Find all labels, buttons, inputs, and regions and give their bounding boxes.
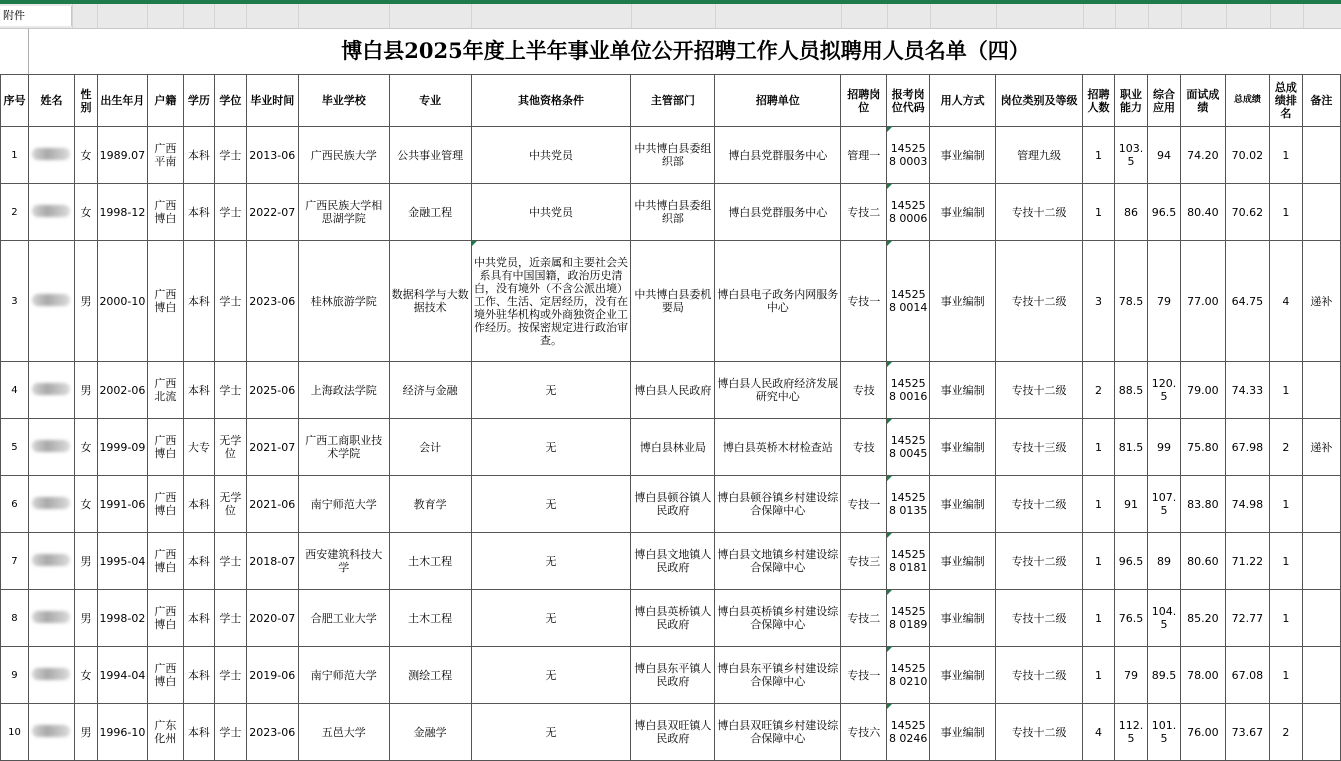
header-cell[interactable]: 总成绩 bbox=[1225, 75, 1269, 127]
total-score-cell[interactable]: 73.67 bbox=[1225, 704, 1269, 761]
post-code-cell[interactable]: 145258 0045 bbox=[887, 419, 930, 476]
row-number[interactable]: 10 bbox=[1, 704, 29, 761]
unit-cell[interactable]: 博白县顿谷镇乡村建设综合保障中心 bbox=[715, 476, 841, 533]
gender-cell[interactable]: 男 bbox=[74, 590, 97, 647]
employment-mode-cell[interactable]: 事业编制 bbox=[930, 704, 996, 761]
remark-cell[interactable] bbox=[1302, 362, 1340, 419]
interview-score-cell[interactable]: 76.00 bbox=[1180, 704, 1225, 761]
total-score-cell[interactable]: 74.33 bbox=[1225, 362, 1269, 419]
aptitude-score-cell[interactable]: 79 bbox=[1115, 647, 1148, 704]
post-level-cell[interactable]: 专技十二级 bbox=[996, 704, 1083, 761]
redacted-name bbox=[32, 497, 70, 509]
unit-cell[interactable]: 博白县文地镇乡村建设综合保障中心 bbox=[715, 533, 841, 590]
post-code-cell[interactable]: 145258 0003 bbox=[887, 127, 930, 184]
post-cell[interactable]: 专技 bbox=[841, 362, 887, 419]
header-cell[interactable]: 姓名 bbox=[28, 75, 74, 127]
aptitude-score-cell[interactable]: 103.5 bbox=[1115, 127, 1148, 184]
gender-cell[interactable]: 女 bbox=[74, 184, 97, 241]
name-cell[interactable] bbox=[28, 419, 74, 476]
qualification-cell[interactable]: 无 bbox=[471, 533, 631, 590]
post-code-cell[interactable]: 145258 0189 bbox=[887, 590, 930, 647]
hukou-cell[interactable]: 广西平南 bbox=[147, 127, 183, 184]
major-cell[interactable]: 金融学 bbox=[389, 704, 471, 761]
header-cell[interactable]: 招聘单位 bbox=[715, 75, 841, 127]
aptitude-score-cell[interactable]: 86 bbox=[1115, 184, 1148, 241]
application-score-cell[interactable]: 94 bbox=[1147, 127, 1180, 184]
aptitude-score-cell[interactable]: 81.5 bbox=[1115, 419, 1148, 476]
hukou-cell[interactable]: 广西博白 bbox=[147, 590, 183, 647]
major-cell[interactable]: 经济与金融 bbox=[389, 362, 471, 419]
major-cell[interactable]: 数据科学与大数据技术 bbox=[389, 241, 471, 362]
interview-score-cell[interactable]: 78.00 bbox=[1180, 647, 1225, 704]
hukou-cell[interactable]: 广西博白 bbox=[147, 241, 183, 362]
header-cell[interactable]: 主管部门 bbox=[631, 75, 715, 127]
employment-mode-cell[interactable]: 事业编制 bbox=[930, 362, 996, 419]
application-score-cell[interactable]: 107.5 bbox=[1147, 476, 1180, 533]
interview-score-cell[interactable]: 80.60 bbox=[1180, 533, 1225, 590]
remark-cell[interactable]: 递补 bbox=[1302, 241, 1340, 362]
birth-cell[interactable]: 1991-06 bbox=[97, 476, 147, 533]
degree-cell[interactable]: 学士 bbox=[214, 647, 246, 704]
header-cell[interactable]: 出生年月 bbox=[97, 75, 147, 127]
graduation-cell[interactable]: 2013-06 bbox=[246, 127, 298, 184]
hire-count-cell[interactable]: 1 bbox=[1083, 476, 1115, 533]
major-cell[interactable]: 土木工程 bbox=[389, 533, 471, 590]
table-row bbox=[1, 476, 1341, 533]
birth-cell[interactable]: 1995-04 bbox=[97, 533, 147, 590]
cell-reference[interactable]: 附件 bbox=[0, 6, 72, 26]
hire-count-cell[interactable]: 1 bbox=[1083, 419, 1115, 476]
department-cell[interactable]: 中共博白县委组织部 bbox=[631, 127, 715, 184]
header-cell[interactable]: 岗位类别及等级 bbox=[996, 75, 1083, 127]
post-level-cell[interactable]: 专技十二级 bbox=[996, 362, 1083, 419]
school-cell[interactable]: 南宁师范大学 bbox=[298, 647, 389, 704]
table-row bbox=[1, 184, 1341, 241]
name-cell[interactable] bbox=[28, 476, 74, 533]
redacted-name bbox=[32, 554, 70, 566]
post-code-cell[interactable]: 145258 0181 bbox=[887, 533, 930, 590]
hukou-cell[interactable]: 广西博白 bbox=[147, 184, 183, 241]
header-cell[interactable]: 毕业时间 bbox=[246, 75, 298, 127]
remark-cell[interactable] bbox=[1302, 476, 1340, 533]
row-number[interactable]: 1 bbox=[1, 127, 29, 184]
post-level-cell[interactable]: 管理九级 bbox=[996, 127, 1083, 184]
gender-cell[interactable]: 男 bbox=[74, 241, 97, 362]
hukou-cell[interactable]: 广西博白 bbox=[147, 647, 183, 704]
unit-cell[interactable]: 博白县东平镇乡村建设综合保障中心 bbox=[715, 647, 841, 704]
hukou-cell[interactable]: 广西博白 bbox=[147, 419, 183, 476]
total-score-cell[interactable]: 70.02 bbox=[1225, 127, 1269, 184]
redacted-name bbox=[32, 205, 70, 217]
aptitude-score-cell[interactable]: 91 bbox=[1115, 476, 1148, 533]
post-level-cell[interactable]: 专技十二级 bbox=[996, 476, 1083, 533]
interview-score-cell[interactable]: 85.20 bbox=[1180, 590, 1225, 647]
header-cell[interactable]: 招聘岗位 bbox=[841, 75, 887, 127]
total-score-cell[interactable]: 71.22 bbox=[1225, 533, 1269, 590]
unit-cell[interactable]: 博白县党群服务中心 bbox=[715, 127, 841, 184]
interview-score-cell[interactable]: 80.40 bbox=[1180, 184, 1225, 241]
department-cell[interactable]: 中共博白县委机要局 bbox=[631, 241, 715, 362]
header-cell[interactable]: 用人方式 bbox=[930, 75, 996, 127]
qualification-cell[interactable]: 中共党员，近亲属和主要社会关系具有中国国籍，政治历史清白，没有境外（不含公派出境）工作、生活、定居经历，没有在境外驻华机构或外商独资企业工作经历。按保密规定进行政治审查。 bbox=[471, 241, 631, 362]
rank-cell[interactable]: 4 bbox=[1269, 241, 1302, 362]
row-number[interactable]: 3 bbox=[1, 241, 29, 362]
major-cell[interactable]: 测绘工程 bbox=[389, 647, 471, 704]
post-cell[interactable]: 专技一 bbox=[841, 241, 887, 362]
header-cell[interactable]: 综合应用 bbox=[1147, 75, 1180, 127]
major-cell[interactable]: 土木工程 bbox=[389, 590, 471, 647]
school-cell[interactable]: 上海政法学院 bbox=[298, 362, 389, 419]
rank-cell[interactable]: 2 bbox=[1269, 419, 1302, 476]
remark-cell[interactable] bbox=[1302, 533, 1340, 590]
post-cell[interactable]: 专技二 bbox=[841, 184, 887, 241]
application-score-cell[interactable]: 120.5 bbox=[1147, 362, 1180, 419]
hire-count-cell[interactable]: 1 bbox=[1083, 590, 1115, 647]
hire-count-cell[interactable]: 1 bbox=[1083, 127, 1115, 184]
employment-mode-cell[interactable]: 事业编制 bbox=[930, 533, 996, 590]
header-cell[interactable]: 毕业学校 bbox=[298, 75, 389, 127]
table-row bbox=[1, 419, 1341, 476]
degree-cell[interactable]: 学士 bbox=[214, 590, 246, 647]
redacted-name bbox=[32, 383, 70, 395]
post-level-cell[interactable]: 专技十二级 bbox=[996, 241, 1083, 362]
birth-cell[interactable]: 1994-04 bbox=[97, 647, 147, 704]
birth-cell[interactable]: 1998-12 bbox=[97, 184, 147, 241]
graduation-cell[interactable]: 2023-06 bbox=[246, 241, 298, 362]
graduation-cell[interactable]: 2021-07 bbox=[246, 419, 298, 476]
employment-mode-cell[interactable]: 事业编制 bbox=[930, 590, 996, 647]
redacted-name bbox=[32, 611, 70, 623]
header-cell[interactable]: 学位 bbox=[214, 75, 246, 127]
department-cell[interactable]: 博白县双旺镇人民政府 bbox=[631, 704, 715, 761]
unit-cell[interactable]: 博白县人民政府经济发展研究中心 bbox=[715, 362, 841, 419]
page-title: 博白县2025年度上半年事业单位公开招聘工作人员拟聘用人员名单（四） bbox=[341, 38, 1030, 63]
interview-score-cell[interactable]: 83.80 bbox=[1180, 476, 1225, 533]
table-row bbox=[1, 647, 1341, 704]
header-cell[interactable]: 学历 bbox=[183, 75, 214, 127]
post-cell[interactable]: 专技一 bbox=[841, 476, 887, 533]
graduation-cell[interactable]: 2020-07 bbox=[246, 590, 298, 647]
remark-cell[interactable] bbox=[1302, 590, 1340, 647]
total-score-cell[interactable]: 67.98 bbox=[1225, 419, 1269, 476]
header-cell[interactable]: 备注 bbox=[1302, 75, 1340, 127]
remark-cell[interactable] bbox=[1302, 127, 1340, 184]
total-score-cell[interactable]: 67.08 bbox=[1225, 647, 1269, 704]
header-cell[interactable]: 其他资格条件 bbox=[471, 75, 631, 127]
gender-cell[interactable]: 女 bbox=[74, 476, 97, 533]
major-cell[interactable]: 教育学 bbox=[389, 476, 471, 533]
employment-mode-cell[interactable]: 事业编制 bbox=[930, 419, 996, 476]
aptitude-score-cell[interactable]: 76.5 bbox=[1115, 590, 1148, 647]
degree-cell[interactable]: 学士 bbox=[214, 241, 246, 362]
department-cell[interactable]: 博白县林业局 bbox=[631, 419, 715, 476]
education-cell[interactable]: 本科 bbox=[183, 362, 214, 419]
unit-cell[interactable]: 博白县党群服务中心 bbox=[715, 184, 841, 241]
aptitude-score-cell[interactable]: 78.5 bbox=[1115, 241, 1148, 362]
qualification-cell[interactable]: 无 bbox=[471, 590, 631, 647]
qualification-cell[interactable]: 中共党员 bbox=[471, 127, 631, 184]
post-code-cell[interactable]: 145258 0014 bbox=[887, 241, 930, 362]
graduation-cell[interactable]: 2023-06 bbox=[246, 704, 298, 761]
unit-cell[interactable]: 博白县双旺镇乡村建设综合保障中心 bbox=[715, 704, 841, 761]
post-level-cell[interactable]: 专技十二级 bbox=[996, 647, 1083, 704]
education-cell[interactable]: 本科 bbox=[183, 184, 214, 241]
post-level-cell[interactable]: 专技十二级 bbox=[996, 590, 1083, 647]
application-score-cell[interactable]: 104.5 bbox=[1147, 590, 1180, 647]
table-row bbox=[1, 590, 1341, 647]
hire-count-cell[interactable]: 2 bbox=[1083, 362, 1115, 419]
aptitude-score-cell[interactable]: 88.5 bbox=[1115, 362, 1148, 419]
gender-cell[interactable]: 女 bbox=[74, 647, 97, 704]
table-row bbox=[1, 533, 1341, 590]
education-cell[interactable]: 本科 bbox=[183, 241, 214, 362]
header-cell[interactable]: 报考岗位代码 bbox=[887, 75, 930, 127]
rank-cell[interactable]: 1 bbox=[1269, 362, 1302, 419]
row-number[interactable]: 4 bbox=[1, 362, 29, 419]
redacted-name bbox=[32, 148, 70, 160]
degree-cell[interactable]: 无学位 bbox=[214, 476, 246, 533]
post-code-cell[interactable]: 145258 0210 bbox=[887, 647, 930, 704]
school-cell[interactable]: 合肥工业大学 bbox=[298, 590, 389, 647]
education-cell[interactable]: 本科 bbox=[183, 127, 214, 184]
graduation-cell[interactable]: 2021-06 bbox=[246, 476, 298, 533]
post-cell[interactable]: 专技一 bbox=[841, 647, 887, 704]
interview-score-cell[interactable]: 74.20 bbox=[1180, 127, 1225, 184]
total-score-cell[interactable]: 64.75 bbox=[1225, 241, 1269, 362]
rank-cell[interactable]: 1 bbox=[1269, 647, 1302, 704]
qualification-cell[interactable]: 无 bbox=[471, 704, 631, 761]
application-score-cell[interactable]: 96.5 bbox=[1147, 184, 1180, 241]
rank-cell[interactable]: 1 bbox=[1269, 533, 1302, 590]
header-cell[interactable]: 面试成绩 bbox=[1180, 75, 1225, 127]
qualification-cell[interactable]: 无 bbox=[471, 647, 631, 704]
degree-cell[interactable]: 学士 bbox=[214, 704, 246, 761]
school-cell[interactable]: 桂林旅游学院 bbox=[298, 241, 389, 362]
remark-cell[interactable] bbox=[1302, 647, 1340, 704]
degree-cell[interactable]: 学士 bbox=[214, 127, 246, 184]
hire-count-cell[interactable]: 4 bbox=[1083, 704, 1115, 761]
hukou-cell[interactable]: 广东化州 bbox=[147, 704, 183, 761]
name-cell[interactable] bbox=[28, 704, 74, 761]
school-cell[interactable]: 南宁师范大学 bbox=[298, 476, 389, 533]
post-code-cell[interactable]: 145258 0246 bbox=[887, 704, 930, 761]
unit-cell[interactable]: 博白县英桥木材检查站 bbox=[715, 419, 841, 476]
education-cell[interactable]: 本科 bbox=[183, 476, 214, 533]
header-cell[interactable]: 专业 bbox=[389, 75, 471, 127]
school-cell[interactable]: 广西工商职业技术学院 bbox=[298, 419, 389, 476]
remark-cell[interactable] bbox=[1302, 704, 1340, 761]
total-score-cell[interactable]: 70.62 bbox=[1225, 184, 1269, 241]
birth-cell[interactable]: 2000-10 bbox=[97, 241, 147, 362]
department-cell[interactable]: 博白县文地镇人民政府 bbox=[631, 533, 715, 590]
post-level-cell[interactable]: 专技十三级 bbox=[996, 419, 1083, 476]
row-number[interactable]: 9 bbox=[1, 647, 29, 704]
hukou-cell[interactable]: 广西北流 bbox=[147, 362, 183, 419]
education-cell[interactable]: 本科 bbox=[183, 704, 214, 761]
rank-cell[interactable]: 1 bbox=[1269, 590, 1302, 647]
school-cell[interactable]: 广西民族大学相思湖学院 bbox=[298, 184, 389, 241]
rank-cell[interactable]: 2 bbox=[1269, 704, 1302, 761]
degree-cell[interactable]: 无学位 bbox=[214, 419, 246, 476]
graduation-cell[interactable]: 2022-07 bbox=[246, 184, 298, 241]
interview-score-cell[interactable]: 75.80 bbox=[1180, 419, 1225, 476]
header-cell[interactable]: 总成绩排名 bbox=[1269, 75, 1302, 127]
rank-cell[interactable]: 1 bbox=[1269, 184, 1302, 241]
table-row bbox=[1, 241, 1341, 362]
department-cell[interactable]: 中共博白县委组织部 bbox=[631, 184, 715, 241]
name-cell[interactable] bbox=[28, 241, 74, 362]
qualification-cell[interactable]: 无 bbox=[471, 419, 631, 476]
school-cell[interactable]: 西安建筑科技大学 bbox=[298, 533, 389, 590]
employment-mode-cell[interactable]: 事业编制 bbox=[930, 647, 996, 704]
unit-cell[interactable]: 博白县电子政务内网服务中心 bbox=[715, 241, 841, 362]
header-cell[interactable]: 性别 bbox=[74, 75, 97, 127]
post-cell[interactable]: 专技三 bbox=[841, 533, 887, 590]
post-code-cell[interactable]: 145258 0006 bbox=[887, 184, 930, 241]
post-level-cell[interactable]: 专技十二级 bbox=[996, 533, 1083, 590]
redacted-name bbox=[32, 725, 70, 737]
redacted-name bbox=[32, 440, 70, 452]
graduation-cell[interactable]: 2019-06 bbox=[246, 647, 298, 704]
major-cell[interactable]: 金融工程 bbox=[389, 184, 471, 241]
hire-count-cell[interactable]: 1 bbox=[1083, 533, 1115, 590]
redacted-name bbox=[32, 294, 70, 306]
row-number[interactable]: 5 bbox=[1, 419, 29, 476]
header-row bbox=[1, 75, 1341, 127]
department-cell[interactable]: 博白县人民政府 bbox=[631, 362, 715, 419]
rank-cell[interactable]: 1 bbox=[1269, 127, 1302, 184]
graduation-cell[interactable]: 2025-06 bbox=[246, 362, 298, 419]
employment-mode-cell[interactable]: 事业编制 bbox=[930, 476, 996, 533]
name-cell[interactable] bbox=[28, 590, 74, 647]
gender-cell[interactable]: 女 bbox=[74, 127, 97, 184]
header-cell[interactable]: 招聘人数 bbox=[1083, 75, 1115, 127]
qualification-cell[interactable]: 中共党员 bbox=[471, 184, 631, 241]
gender-cell[interactable]: 男 bbox=[74, 533, 97, 590]
application-score-cell[interactable]: 79 bbox=[1147, 241, 1180, 362]
degree-cell[interactable]: 学士 bbox=[214, 362, 246, 419]
department-cell[interactable]: 博白县顿谷镇人民政府 bbox=[631, 476, 715, 533]
qualification-cell[interactable]: 无 bbox=[471, 476, 631, 533]
school-cell[interactable]: 五邑大学 bbox=[298, 704, 389, 761]
post-cell[interactable]: 专技 bbox=[841, 419, 887, 476]
gender-cell[interactable]: 女 bbox=[74, 419, 97, 476]
hire-count-cell[interactable]: 3 bbox=[1083, 241, 1115, 362]
post-code-cell[interactable]: 145258 0135 bbox=[887, 476, 930, 533]
candidate-table bbox=[0, 74, 1341, 761]
name-cell[interactable] bbox=[28, 127, 74, 184]
post-cell[interactable]: 专技六 bbox=[841, 704, 887, 761]
post-code-cell[interactable]: 145258 0016 bbox=[887, 362, 930, 419]
degree-cell[interactable]: 学士 bbox=[214, 533, 246, 590]
degree-cell[interactable]: 学士 bbox=[214, 184, 246, 241]
school-cell[interactable]: 广西民族大学 bbox=[298, 127, 389, 184]
hire-count-cell[interactable]: 1 bbox=[1083, 184, 1115, 241]
employment-mode-cell[interactable]: 事业编制 bbox=[930, 127, 996, 184]
major-cell[interactable]: 公共事业管理 bbox=[389, 127, 471, 184]
name-cell[interactable] bbox=[28, 184, 74, 241]
education-cell[interactable]: 本科 bbox=[183, 533, 214, 590]
department-cell[interactable]: 博白县东平镇人民政府 bbox=[631, 647, 715, 704]
hukou-cell[interactable]: 广西博白 bbox=[147, 533, 183, 590]
education-cell[interactable]: 大专 bbox=[183, 419, 214, 476]
hire-count-cell[interactable]: 1 bbox=[1083, 647, 1115, 704]
education-cell[interactable]: 本科 bbox=[183, 590, 214, 647]
sheet-header-bar bbox=[0, 4, 1341, 29]
birth-cell[interactable]: 2002-06 bbox=[97, 362, 147, 419]
department-cell[interactable]: 博白县英桥镇人民政府 bbox=[631, 590, 715, 647]
aptitude-score-cell[interactable]: 96.5 bbox=[1115, 533, 1148, 590]
row-number[interactable]: 7 bbox=[1, 533, 29, 590]
table-row bbox=[1, 704, 1341, 761]
remark-cell[interactable] bbox=[1302, 184, 1340, 241]
education-cell[interactable]: 本科 bbox=[183, 647, 214, 704]
birth-cell[interactable]: 1999-09 bbox=[97, 419, 147, 476]
birth-cell[interactable]: 1996-10 bbox=[97, 704, 147, 761]
header-cell[interactable]: 职业能力 bbox=[1115, 75, 1148, 127]
hukou-cell[interactable]: 广西博白 bbox=[147, 476, 183, 533]
employment-mode-cell[interactable]: 事业编制 bbox=[930, 184, 996, 241]
application-score-cell[interactable]: 89 bbox=[1147, 533, 1180, 590]
major-cell[interactable]: 会计 bbox=[389, 419, 471, 476]
total-score-cell[interactable]: 72.77 bbox=[1225, 590, 1269, 647]
table-row bbox=[1, 362, 1341, 419]
post-level-cell[interactable]: 专技十二级 bbox=[996, 184, 1083, 241]
birth-cell[interactable]: 1998-02 bbox=[97, 590, 147, 647]
graduation-cell[interactable]: 2018-07 bbox=[246, 533, 298, 590]
aptitude-score-cell[interactable]: 112.5 bbox=[1115, 704, 1148, 761]
name-cell[interactable] bbox=[28, 647, 74, 704]
gender-cell[interactable]: 男 bbox=[74, 362, 97, 419]
name-cell[interactable] bbox=[28, 533, 74, 590]
unit-cell[interactable]: 博白县英桥镇乡村建设综合保障中心 bbox=[715, 590, 841, 647]
name-cell[interactable] bbox=[28, 362, 74, 419]
header-cell[interactable]: 户籍 bbox=[147, 75, 183, 127]
employment-mode-cell[interactable]: 事业编制 bbox=[930, 241, 996, 362]
birth-cell[interactable]: 1989.07 bbox=[97, 127, 147, 184]
table-row bbox=[1, 127, 1341, 184]
post-cell[interactable]: 管理一 bbox=[841, 127, 887, 184]
post-cell[interactable]: 专技二 bbox=[841, 590, 887, 647]
redacted-name bbox=[32, 668, 70, 680]
header-cell[interactable]: 序号 bbox=[1, 75, 29, 127]
gender-cell[interactable]: 男 bbox=[74, 704, 97, 761]
qualification-cell[interactable]: 无 bbox=[471, 362, 631, 419]
application-score-cell[interactable]: 99 bbox=[1147, 419, 1180, 476]
rank-cell[interactable]: 1 bbox=[1269, 476, 1302, 533]
interview-score-cell[interactable]: 79.00 bbox=[1180, 362, 1225, 419]
row-number[interactable]: 6 bbox=[1, 476, 29, 533]
application-score-cell[interactable]: 89.5 bbox=[1147, 647, 1180, 704]
row-number[interactable]: 2 bbox=[1, 184, 29, 241]
remark-cell[interactable]: 递补 bbox=[1302, 419, 1340, 476]
row-number[interactable]: 8 bbox=[1, 590, 29, 647]
total-score-cell[interactable]: 74.98 bbox=[1225, 476, 1269, 533]
interview-score-cell[interactable]: 77.00 bbox=[1180, 241, 1225, 362]
application-score-cell[interactable]: 101.5 bbox=[1147, 704, 1180, 761]
